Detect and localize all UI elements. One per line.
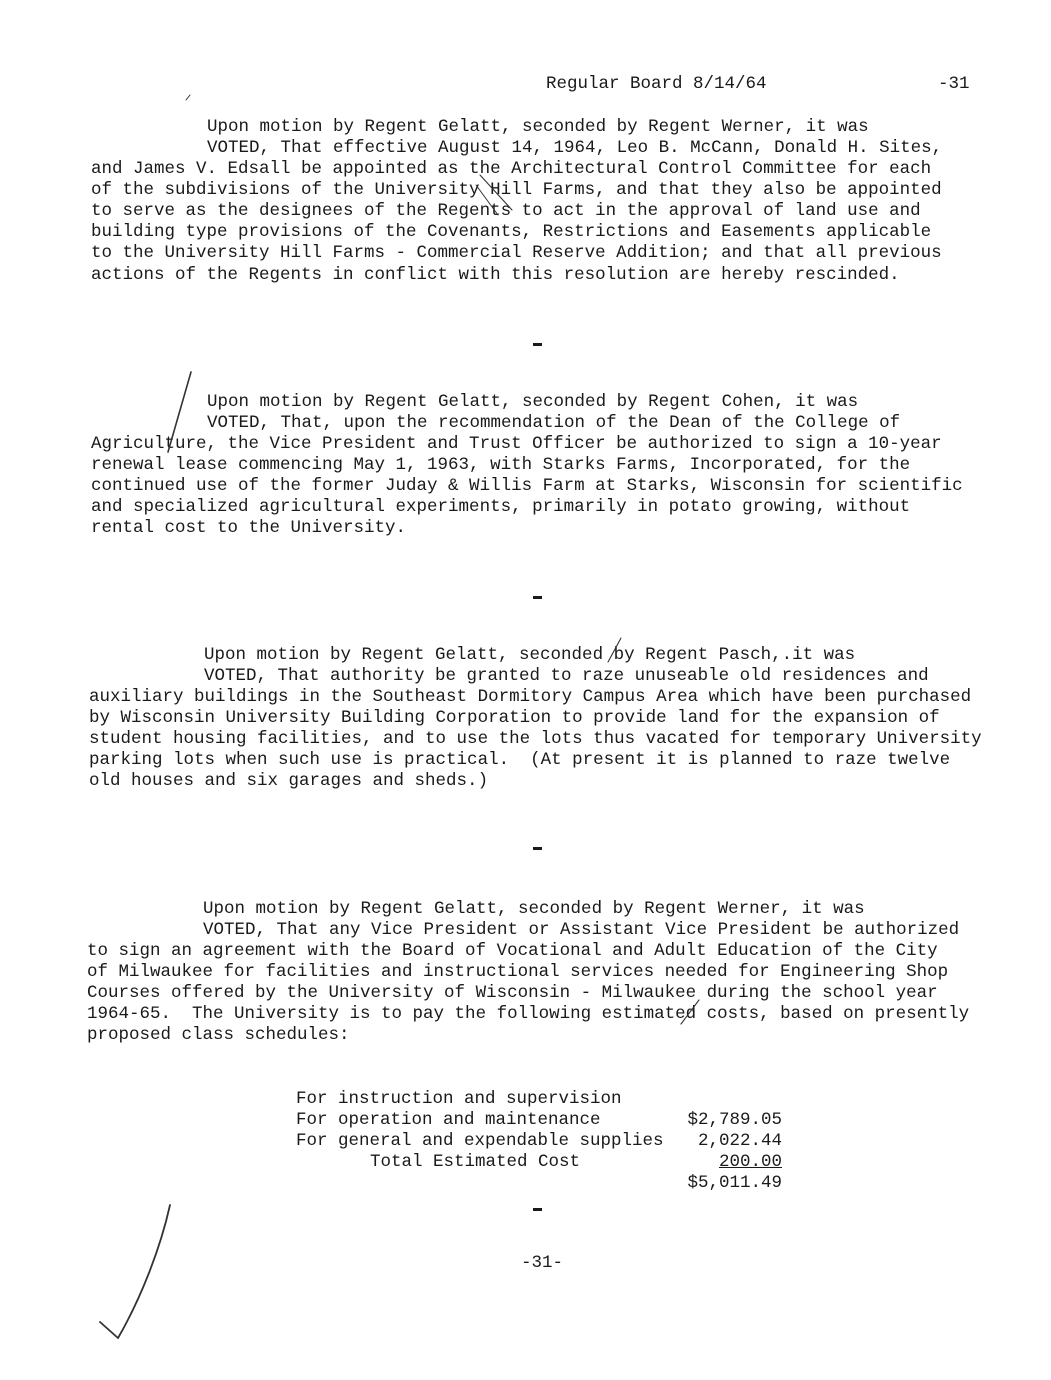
paragraph-line: to the University Hill Farms - Commercial Reserve Addition; and that all previous <box>91 243 942 263</box>
paragraph-line: Upon motion by Regent Gelatt, seconded by Regent Cohen, it was <box>207 392 859 412</box>
cost-amount: 2,022.44 <box>697 1131 782 1151</box>
paragraph-line: Upon motion by Regent Gelatt, seconded by Regent Pasch,.it was <box>204 645 856 665</box>
paragraph-line: renewal lease commencing May 1, 1963, with Starks Farms, Incorporated, for the <box>91 455 911 475</box>
paragraph-line: VOTED, That authority be granted to raze unuseable old residences and <box>204 666 929 686</box>
cost-amount: $2,789.05 <box>687 1110 782 1130</box>
paragraph-line: Agriculture, the Vice President and Trust Officer be authorized to sign a 10-year <box>91 434 942 454</box>
section-separator <box>533 343 542 346</box>
paragraph-line: to sign an agreement with the Board of Vocational and Adult Education of the City <box>87 941 938 961</box>
paragraph-line: to serve as the designees of the Regents to act in the approval of land use and <box>91 201 921 221</box>
paragraph-line: student housing facilities, and to use the lots thus vacated for temporary University <box>89 729 982 749</box>
section-separator <box>533 596 542 599</box>
paragraph-line: of Milwaukee for facilities and instructional services needed for Engineering Shop <box>87 962 949 982</box>
pencil-dot <box>186 95 190 100</box>
paragraph-line: Courses offered by the University of Wisconsin - Milwaukee during the school year <box>87 983 938 1003</box>
paragraph-line: old houses and six garages and sheds.) <box>89 771 489 791</box>
paragraph-line: actions of the Regents in conflict with this resolution are hereby rescinded. <box>91 265 900 285</box>
paragraph-line: Upon motion by Regent Gelatt, seconded by Regent Werner, it was <box>203 899 865 919</box>
cost-label: For instruction and supervision <box>296 1089 622 1109</box>
paragraph-line: and specialized agricultural experiments, primarily in potato growing, without <box>91 497 911 517</box>
header-page-number: -31 <box>938 74 970 94</box>
paragraph-line: proposed class schedules: <box>87 1025 350 1045</box>
cost-amount: 200.00 <box>718 1152 782 1172</box>
paragraph-line: building type provisions of the Covenants, Restrictions and Easements applicable <box>91 222 932 242</box>
paragraph-line: of the subdivisions of the University Hill Farms, and that they also be appointed <box>91 180 942 200</box>
paragraph-line: by Wisconsin University Building Corporation to provide land for the expansion of <box>89 708 940 728</box>
cost-label: For general and expendable supplies <box>296 1131 664 1151</box>
paragraph-line: VOTED, That any Vice President or Assistant Vice President be authorized <box>203 920 960 940</box>
paragraph-line: and James V. Edsall be appointed as the Architectural Control Committee for each <box>91 159 932 179</box>
paragraph-line: continued use of the former Juday & Willis Farm at Starks, Wisconsin for scientific <box>91 476 963 496</box>
paragraph-line: parking lots when such use is practical. (At present it is planned to raze twelve <box>89 750 951 770</box>
footer-page-number: -31- <box>521 1253 564 1273</box>
paragraph-line: auxiliary buildings in the Southeast Dormitory Campus Area which have been purchased <box>89 687 972 707</box>
paragraph-line: Upon motion by Regent Gelatt, seconded by Regent Werner, it was <box>207 117 869 137</box>
paragraph-line: VOTED, That effective August 14, 1964, Leo B. McCann, Donald H. Sites, <box>207 138 943 158</box>
pencil-checkmark <box>100 1205 170 1338</box>
section-separator <box>533 847 542 850</box>
paragraph-line: rental cost to the University. <box>91 518 407 538</box>
cost-total-label: Total Estimated Cost <box>370 1152 581 1172</box>
paragraph-line: VOTED, That, upon the recommendation of the Dean of the College of <box>207 413 901 433</box>
paragraph-line: 1964-65. The University is to pay the following estimated costs, based on presently <box>87 1004 970 1024</box>
section-separator <box>533 1208 542 1211</box>
cost-label: For operation and maintenance <box>296 1110 601 1130</box>
cost-total-amount: $5,011.49 <box>687 1173 782 1193</box>
header-reference: Regular Board 8/14/64 <box>546 74 767 94</box>
